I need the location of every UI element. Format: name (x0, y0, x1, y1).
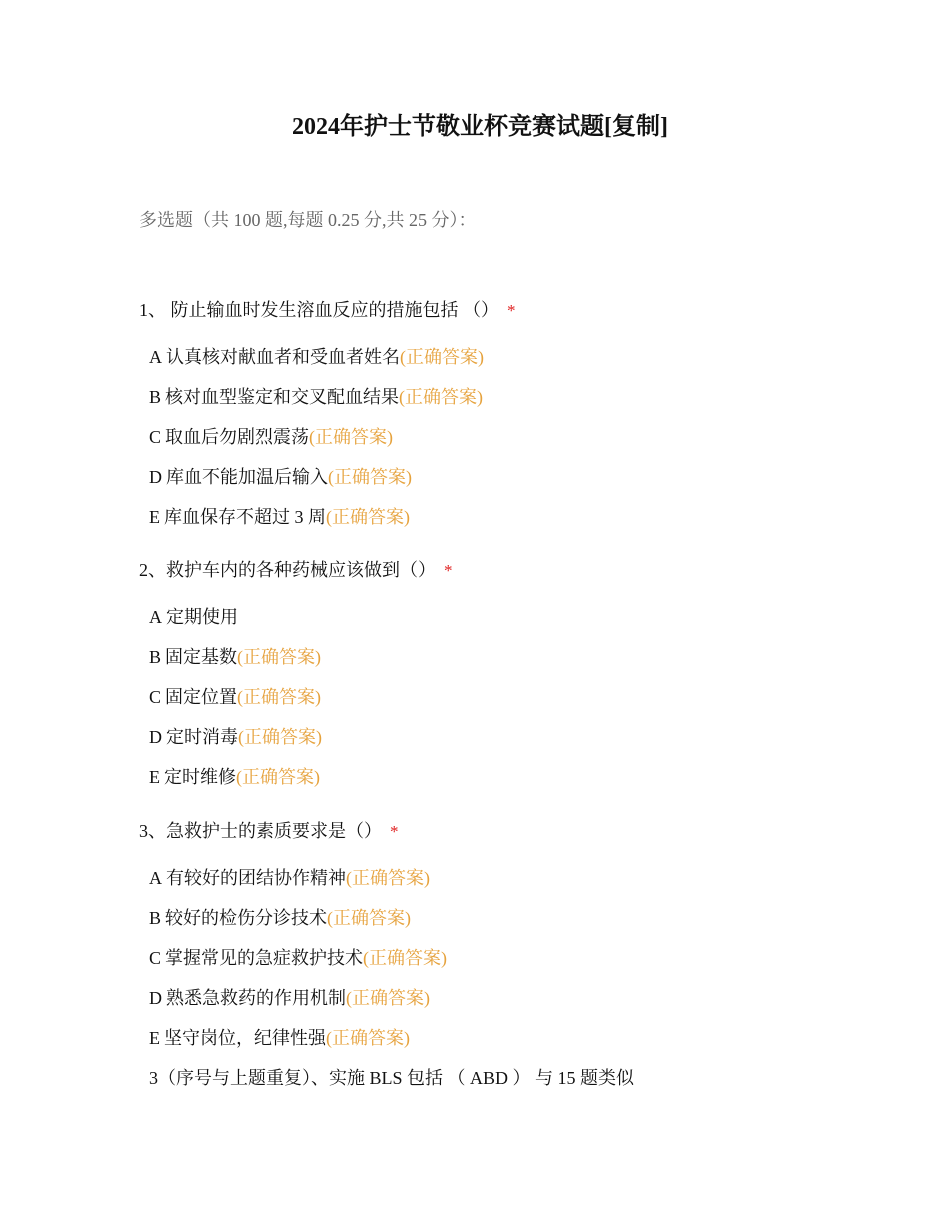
option-a[interactable] (149, 604, 839, 644)
option-letter: C (149, 427, 162, 447)
question-note: 3（序号与上题重复）、实施 BLS 包括 （ ABD ） 与 15 题类似 (149, 1068, 635, 1088)
correct-answer-tag: (正确答案) (327, 908, 412, 928)
option-text: 有较好的团结协作精神 (166, 868, 346, 888)
option-b[interactable] (149, 644, 839, 684)
option-text: 定时维修 (164, 767, 236, 787)
required-asterisk: * (507, 301, 516, 320)
option-e[interactable] (149, 504, 839, 544)
option-e[interactable] (149, 764, 839, 804)
question-1 (139, 297, 839, 544)
correct-answer-tag: (正确答案) (326, 1028, 410, 1048)
question-stem (139, 818, 839, 845)
correct-answer-tag: (正确答案) (400, 347, 484, 367)
correct-answer-tag: (正确答案) (328, 467, 412, 487)
option-b[interactable] (149, 384, 839, 424)
option-c[interactable] (149, 684, 839, 724)
option-d[interactable] (149, 464, 839, 504)
option-a[interactable] (149, 865, 839, 905)
question-text: 3、急救护士的素质要求是（） (139, 821, 382, 841)
correct-answer-tag: (正确答案) (346, 988, 430, 1008)
question-text: 2、救护车内的各种药械应该做到（） (139, 560, 436, 580)
correct-answer-tag: (正确答案) (363, 948, 448, 968)
correct-answer-tag: (正确答案) (237, 687, 322, 707)
option-letter: C (149, 687, 162, 707)
question-3 (139, 818, 839, 1091)
option-letter: D (149, 467, 162, 487)
option-c[interactable] (149, 945, 839, 985)
option-e[interactable] (149, 1025, 839, 1065)
option-a[interactable] (149, 344, 839, 384)
option-list (139, 604, 839, 804)
option-text: 掌握常见的急症救护技术 (165, 948, 364, 968)
option-d[interactable] (149, 985, 839, 1025)
option-text: 熟悉急救药的作用机制 (166, 988, 346, 1008)
option-letter: E (149, 507, 160, 527)
question-text: 1、 防止输血时发生溶血反应的措施包括 （） (139, 300, 499, 320)
option-text: 固定基数 (165, 647, 238, 667)
page-title: 2024年护士节敬业杯竞赛试题[复制] (292, 114, 668, 140)
correct-answer-tag: (正确答案) (326, 507, 410, 527)
option-c[interactable] (149, 424, 839, 464)
option-d[interactable] (149, 724, 839, 764)
correct-answer-tag: (正确答案) (237, 647, 322, 667)
option-text: 较好的检伤分诊技术 (165, 908, 328, 928)
option-list (139, 344, 839, 544)
required-asterisk: * (390, 822, 399, 841)
option-text: 核对血型鉴定和交叉配血结果 (165, 387, 400, 407)
option-letter: A (149, 868, 162, 888)
option-text: 定时消毒 (166, 727, 238, 747)
option-letter: E (149, 1028, 160, 1048)
option-text: 定期使用 (166, 607, 238, 627)
required-asterisk: * (444, 561, 453, 580)
option-list (139, 865, 839, 1065)
option-letter: D (149, 727, 162, 747)
question-stem (139, 297, 839, 324)
option-letter: C (149, 948, 162, 968)
option-letter: A (149, 347, 162, 367)
option-text: 坚守岗位，纪律性强 (164, 1028, 326, 1048)
option-letter: B (149, 647, 162, 667)
option-text: 库血保存不超过 3 周 (164, 507, 326, 527)
correct-answer-tag: (正确答案) (399, 387, 484, 407)
option-b[interactable] (149, 905, 839, 945)
section-header: 多选题（共 100 题,每题 0.25 分,共 25 分）： (139, 210, 477, 230)
option-text: 库血不能加温后输入 (166, 467, 328, 487)
correct-answer-tag: (正确答案) (309, 427, 394, 447)
option-text: 认真核对献血者和受血者姓名 (166, 347, 400, 367)
option-letter: A (149, 607, 162, 627)
question-2 (139, 557, 839, 804)
option-letter: B (149, 908, 162, 928)
option-letter: D (149, 988, 162, 1008)
option-text: 固定位置 (165, 687, 238, 707)
option-letter: B (149, 387, 162, 407)
option-letter: E (149, 767, 160, 787)
question-stem (139, 557, 839, 584)
correct-answer-tag: (正确答案) (238, 727, 322, 747)
correct-answer-tag: (正确答案) (346, 868, 430, 888)
correct-answer-tag: (正确答案) (236, 767, 320, 787)
option-text: 取血后勿剧烈震荡 (165, 427, 310, 447)
